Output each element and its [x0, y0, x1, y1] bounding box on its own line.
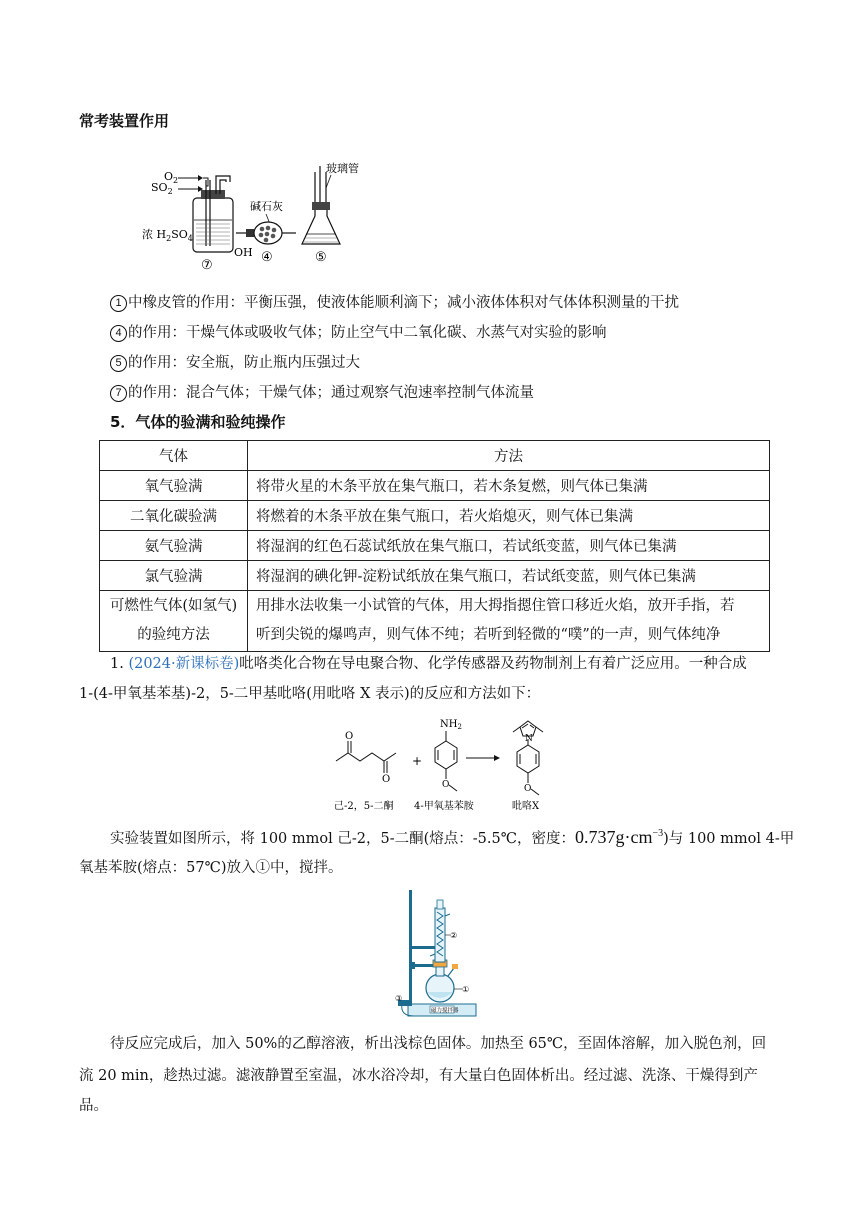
label-7: ⑦	[201, 258, 213, 273]
label-4: ④	[261, 250, 273, 265]
table-row	[100, 531, 770, 561]
gas-cell: 氯气验满	[100, 561, 248, 591]
gas-cell: 氧气验满	[100, 471, 248, 501]
plus-sign: +	[412, 754, 423, 768]
o-atom: O	[345, 731, 354, 742]
setup-line-2: 氧基苯胺(熔点：57℃)放入①中，搅拌。	[79, 860, 343, 876]
caption-hexanedione: 己-2，5-二酮	[334, 801, 394, 812]
apparatus-figure-1	[140, 158, 380, 273]
label-3: ③	[395, 994, 403, 1003]
circle-num-icon: 1	[110, 295, 127, 312]
gas-cell: 氨气验满	[100, 531, 248, 561]
caption-methoxyaniline: 4-甲氧基苯胺	[414, 801, 474, 812]
gas-cell: 二氧化碳验满	[100, 501, 248, 531]
question-number: 1.	[110, 656, 124, 672]
circle-num-icon: 7	[110, 385, 127, 402]
h2so4-label: 浓 $H_2SO_4$	[142, 228, 193, 243]
so2-label: $SO_2$	[151, 181, 173, 196]
final-line-1: 待反应完成后，加入 50%的乙醇溶液，析出浅棕色固体。加热至 65℃，至固体溶解，加入脱色剂，回	[110, 1036, 767, 1052]
method-cell: 将湿润的碘化钾-淀粉试纸放在集气瓶口，若试纸变蓝，则气体已集满	[248, 561, 770, 591]
method-cell: 将湿润的红色石蕊试纸放在集气瓶口，若试纸变蓝，则气体已集满	[248, 531, 770, 561]
table-row	[100, 561, 770, 591]
question-line-1: 1. (2024·新课标卷)吡咯类化合物在导电聚合物、化学传感器及药物制剂上有着广泛应用。一种合成	[110, 656, 747, 672]
question-line-2: 1-(4-甲氧基苯基)-2，5-二甲基吡咯(用吡咯 X 表示)的反应和方法如下：	[79, 686, 541, 702]
gas-cell: 可燃性气体(如氢气) 的验纯方法	[100, 591, 248, 652]
table-row	[100, 471, 770, 501]
header-gas: 气体	[100, 441, 248, 471]
section-title: 常考装置作用	[79, 112, 170, 130]
o2-label: $O_2$	[164, 170, 179, 185]
label-2: ②	[450, 931, 458, 940]
glass-tube-label: 玻璃管	[326, 162, 359, 175]
reaction-scheme	[330, 715, 560, 815]
table-header-row	[100, 441, 770, 471]
table-row	[100, 501, 770, 531]
table-row	[100, 591, 770, 652]
reflux-apparatus-figure	[390, 888, 490, 1023]
gas-test-table	[99, 440, 770, 652]
label-1: ①	[462, 985, 470, 994]
o-atom: O	[442, 780, 450, 790]
oh-fragment: OH	[234, 246, 253, 259]
n-atom: N	[525, 734, 533, 744]
function-line-1: 1 中橡皮管的作用：平衡压强，使液体能顺利滴下；减小液体体积对气体体积测量的干扰	[110, 291, 679, 312]
setup-line-1: 实验装置如图所示，将 100 mmol 己-2，5-二酮(熔点：-5.5℃，密度：$0.737g\cdot cm^{-3}$)与 100 mmol 4-甲	[110, 827, 795, 847]
circle-num-icon: 5	[110, 355, 127, 372]
final-line-3: 品。	[79, 1098, 108, 1114]
nh2-label: $NH_2$	[440, 719, 462, 731]
density-value: $0.737g\cdot cm^{-3}$	[574, 827, 664, 847]
function-line-7: 7 的作用：混合气体；干燥气体；通过观察气泡速率控制气体流量	[110, 381, 534, 402]
method-cell: 将带火星的木条平放在集气瓶口，若木条复燃，则气体已集满	[248, 471, 770, 501]
section-5-title: 5．气体的验满和验纯操作	[110, 413, 286, 431]
question-source-link[interactable]: (2024·新课标卷)	[128, 656, 240, 672]
o-atom: O	[382, 774, 391, 785]
circle-num-icon: 4	[110, 325, 127, 342]
final-line-2: 流 20 min，趁热过滤。滤液静置至室温，冰水浴冷却，有大量白色固体析出。经过滤、洗涤、干燥得到产	[79, 1068, 758, 1084]
method-cell: 用排水法收集一小试管的气体，用大拇指摁住管口移近火焰，放开手指，若 听到尖锐的爆鸣声，则气体不纯；若听到轻微的“噗”的一声，则气体纯净	[248, 591, 770, 652]
label-5: ⑤	[315, 250, 327, 265]
caption-pyrrole-x: 吡咯X	[512, 801, 540, 812]
soda-lime-label: 碱石灰	[250, 200, 283, 213]
method-cell: 将燃着的木条平放在集气瓶口，若火焰熄灭，则气体已集满	[248, 501, 770, 531]
stirrer-label: 磁力搅拌器	[431, 1008, 459, 1014]
function-line-5: 5 的作用：安全瓶，防止瓶内压强过大	[110, 351, 360, 372]
function-line-4: 4 的作用：干燥气体或吸收气体；防止空气中二氧化碳、水蒸气对实验的影响	[110, 321, 607, 342]
header-method: 方法	[248, 441, 770, 471]
o-atom: O	[524, 784, 532, 794]
